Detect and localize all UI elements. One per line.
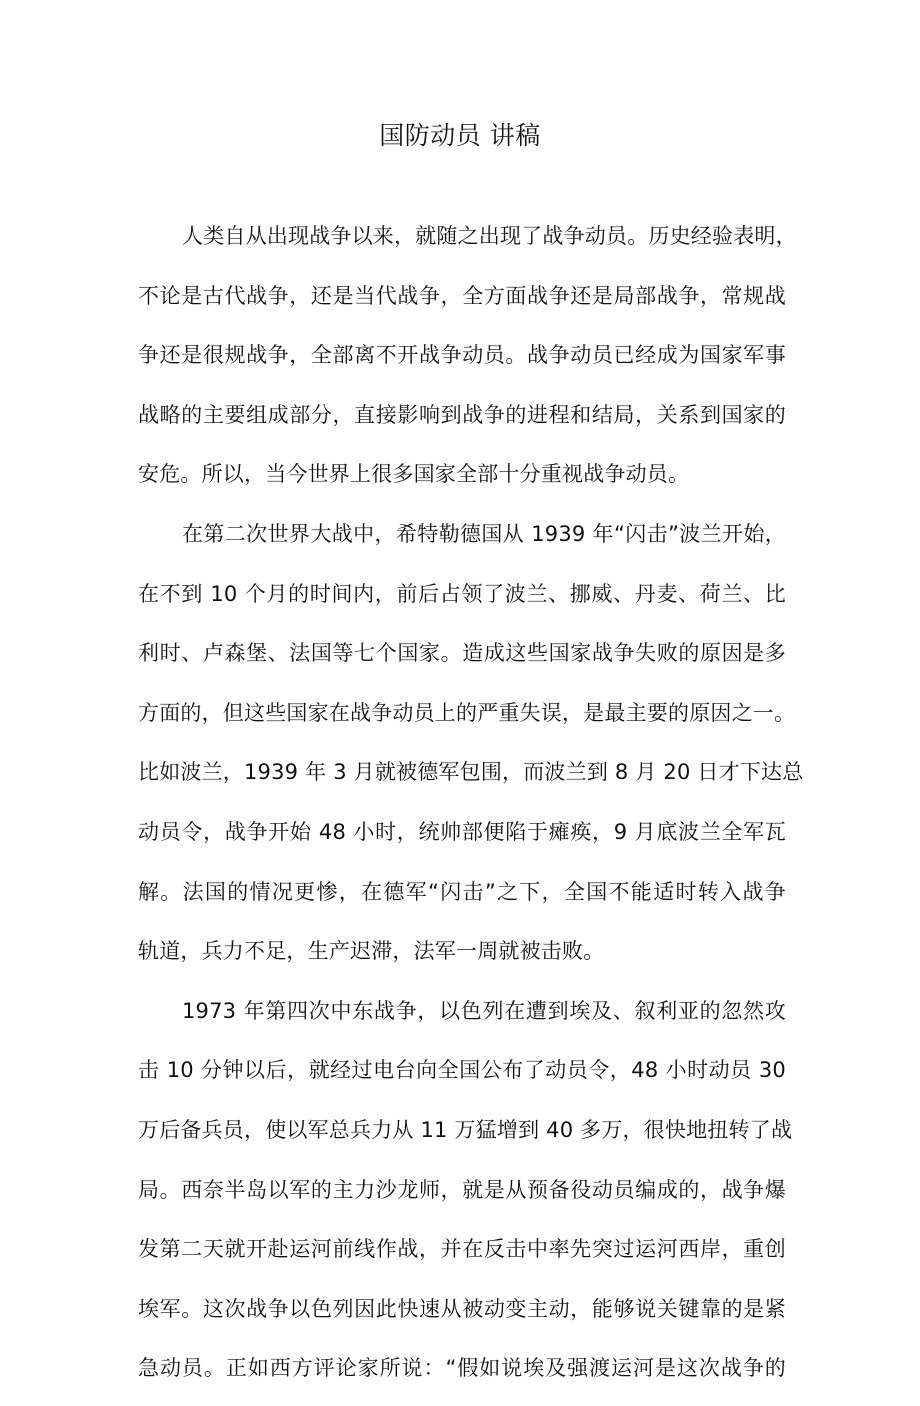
text-line: 方面的，但这些国家在战争动员上的严重失误，是最主要的原因之一。 [138, 700, 796, 725]
text-line: 击 10 分钟以后，就经过电台向全国公布了动员令，48 小时动员 30 [138, 1058, 786, 1083]
paragraph-2 [138, 512, 804, 989]
text-line: 在不到 10 个月的时间内，前后占领了波兰、挪威、丹麦、荷兰、比 [138, 581, 786, 606]
text-line: 在第二次世界大战中，希特勒德国从 1939 年“闪击”波兰开始， [182, 521, 786, 546]
text-line: 争还是很规战争，全部离不开战争动员。战争动员已经成为国家军事 [138, 343, 786, 368]
text-line: 人类自从出现战争以来，就随之出现了战争动员。历史经验表明， [182, 224, 797, 248]
document-body [138, 214, 804, 1406]
text-line: 轨道，兵力不足，生产迟滞，法军一周就被击败。 [138, 939, 605, 964]
paragraph-3 [138, 989, 793, 1406]
text-line: 急动员。正如西方评论家所说：“假如说埃及强渡运河是这次战争的 [138, 1356, 786, 1381]
text-line: 比如波兰，1939 年 3 月就被德军包围，而波兰到 8 月 20 日才下达总 [138, 760, 804, 785]
text-line: 万后备兵员，使以军总兵力从 11 万猛增到 40 多万，很快地扭转了战 [138, 1117, 793, 1142]
text-line: 1973 年第四次中东战争，以色列在遭到埃及、叙利亚的忽然攻 [182, 998, 786, 1023]
text-line: 局。西奈半岛以军的主力沙龙师，就是从预备役动员编成的，战争爆 [138, 1177, 786, 1202]
paragraph-1 [138, 214, 797, 512]
text-line: 埃军。这次战争以色列因此快速从被动变主动，能够说关键靠的是紧 [138, 1296, 786, 1321]
text-line: 战略的主要组成部分，直接影响到战争的进程和结局，关系到国家的 [138, 402, 786, 427]
text-line: 利时、卢森堡、法国等七个国家。造成这些国家战争失败的原因是多 [138, 641, 786, 666]
text-line: 解。法国的情况更惨，在德军“闪击”之下，全国不能适时转入战争 [138, 879, 786, 904]
text-line: 安危。所以，当今世界上很多国家全部十分重视战争动员。 [138, 462, 690, 487]
text-line: 发第二天就开赴运河前线作战，并在反击中率先突过运河西岸，重创 [138, 1237, 786, 1262]
text-line: 动员令，战争开始 48 小时，统帅部便陷于瘫痪，9 月底波兰全军瓦 [138, 819, 786, 844]
document-title: 国防动员 讲稿 [379, 121, 541, 150]
text-line: 不论是古代战争，还是当代战争，全方面战争还是局部战争，常规战 [138, 283, 786, 308]
